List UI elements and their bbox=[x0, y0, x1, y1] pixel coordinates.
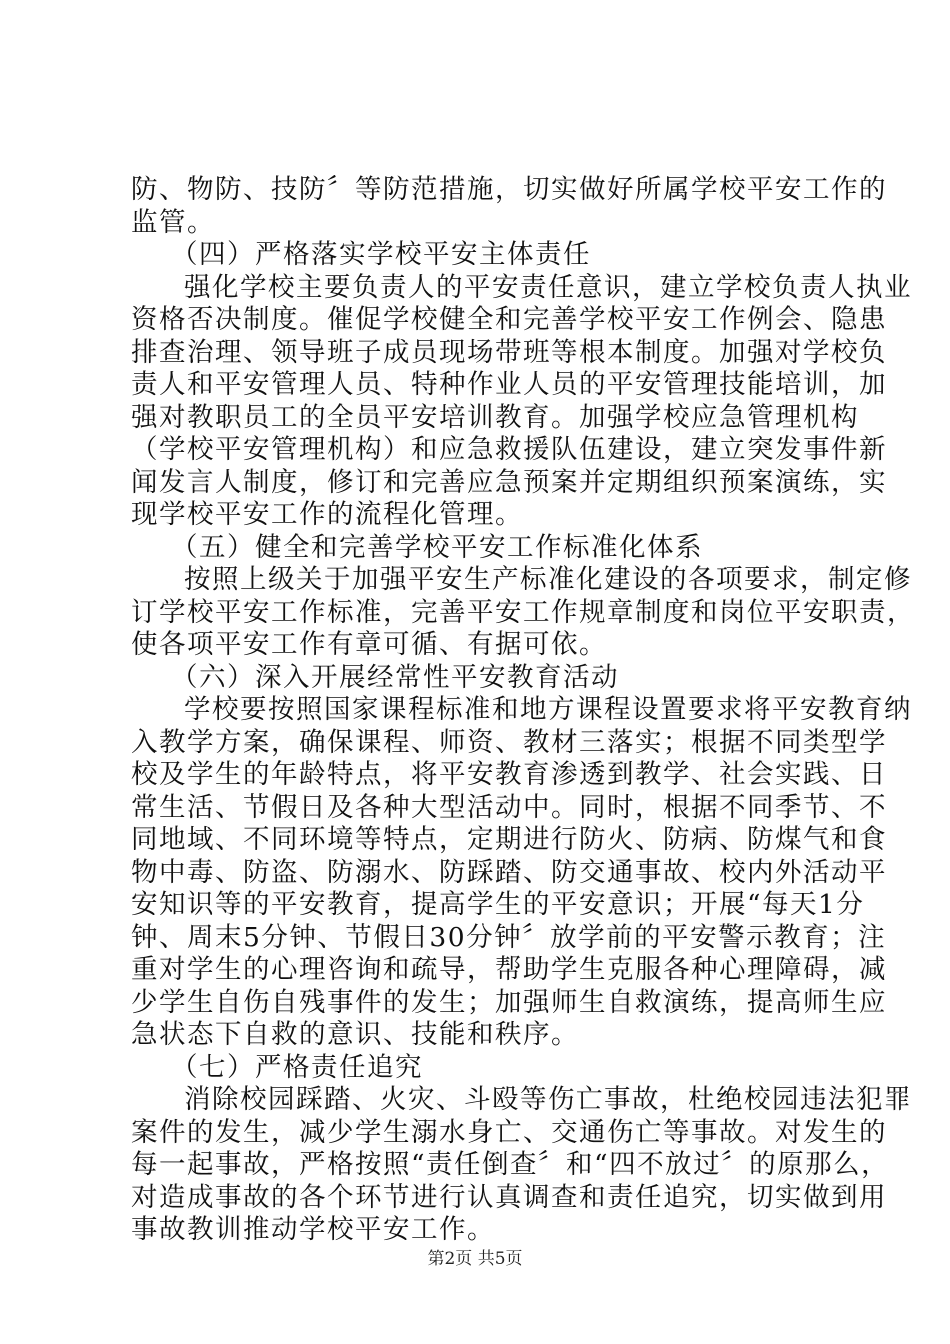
text-line: 闻发言人制度，修订和完善应急预案并定期组织预案演练，实 bbox=[131, 466, 887, 498]
text-line: 现学校平安工作的流程化管理。 bbox=[131, 499, 523, 530]
page-number-footer: 第2页 共5页 bbox=[427, 1249, 523, 1269]
text-line: 同地域、不同环境等特点，定期进行防火、防病、防煤气和食 bbox=[131, 824, 887, 855]
text-line: 排查治理、领导班子成员现场带班等根本制度。加强对学校负 bbox=[131, 336, 887, 368]
section-heading: （四）严格落实学校平安主体责任 bbox=[171, 239, 591, 270]
text-line: 案件的发生，减少学生溺水身亡、交通伤亡等事故。对发生的 bbox=[131, 1116, 887, 1148]
text-line: 责人和平安管理人员、特种作业人员的平安管理技能培训，加 bbox=[131, 369, 887, 400]
text-line: 强化学校主要负责人的平安责任意识，建立学校负责人执业 bbox=[184, 271, 912, 303]
text-line: 使各项平安工作有章可循、有据可依。 bbox=[131, 629, 607, 660]
text-line: 常生活、节假日及各种大型活动中。同时，根据不同季节、不 bbox=[131, 791, 887, 823]
text-line: 物中毒、防盗、防溺水、防踩踏、防交通事故、校内外活动平 bbox=[131, 856, 887, 888]
text-line: 强对教职员工的全员平安培训教育。加强学校应急管理机构 bbox=[131, 401, 859, 433]
text-line: 重对学生的心理咨询和疏导，帮助学生克服各种心理障碍，减 bbox=[131, 954, 887, 985]
text-line: （学校平安管理机构）和应急救援队伍建设，建立突发事件新 bbox=[131, 434, 887, 465]
text-line: 少学生自伤自残事件的发生；加强师生自救演练，提高师生应 bbox=[131, 986, 887, 1018]
text-line: 对造成事故的各个环节进行认真调查和责任追究，切实做到用 bbox=[131, 1181, 887, 1213]
text-line: 每一起事故，严格按照“责任倒查〞和“四不放过〞的原那么， bbox=[131, 1149, 890, 1180]
section-heading: （七）严格责任追究 bbox=[171, 1051, 423, 1083]
text-line: 订学校平安工作标准，完善平安工作规章制度和岗位平安职责， bbox=[131, 596, 915, 628]
text-line: 校及学生的年龄特点，将平安教育渗透到教学、社会实践、日 bbox=[131, 759, 887, 790]
text-line: 学校要按照国家课程标准和地方课程设置要求将平安教育纳 bbox=[184, 694, 912, 725]
text-line: 事故教训推动学校平安工作。 bbox=[131, 1214, 495, 1245]
section-heading: （五）健全和完善学校平安工作标准化体系 bbox=[171, 531, 703, 563]
text-line: 消除校园踩踏、火灾、斗殴等伤亡事故，杜绝校园违法犯罪 bbox=[184, 1084, 912, 1115]
text-line: 防、物防、技防〞等防范措施，切实做好所属学校平安工作的 bbox=[131, 174, 887, 205]
text-line: 钟、周末5分钟、节假日30分钟〞放学前的平安警示教育；注 bbox=[131, 921, 887, 953]
text-line: 入教学方案，确保课程、师资、教材三落实；根据不同类型学 bbox=[131, 726, 887, 758]
section-heading: （六）深入开展经常性平安教育活动 bbox=[171, 661, 619, 693]
text-line: 安知识等的平安教育，提高学生的平安意识；开展“每天1分 bbox=[131, 889, 865, 920]
text-line: 监管。 bbox=[131, 206, 215, 238]
text-line: 按照上级关于加强平安生产标准化建设的各项要求，制定修 bbox=[184, 564, 912, 595]
document-body bbox=[131, 174, 915, 1247]
text-line: 急状态下自救的意识、技能和秩序。 bbox=[131, 1019, 579, 1050]
text-line: 资格否决制度。催促学校健全和完善学校平安工作例会、隐患 bbox=[131, 304, 887, 335]
